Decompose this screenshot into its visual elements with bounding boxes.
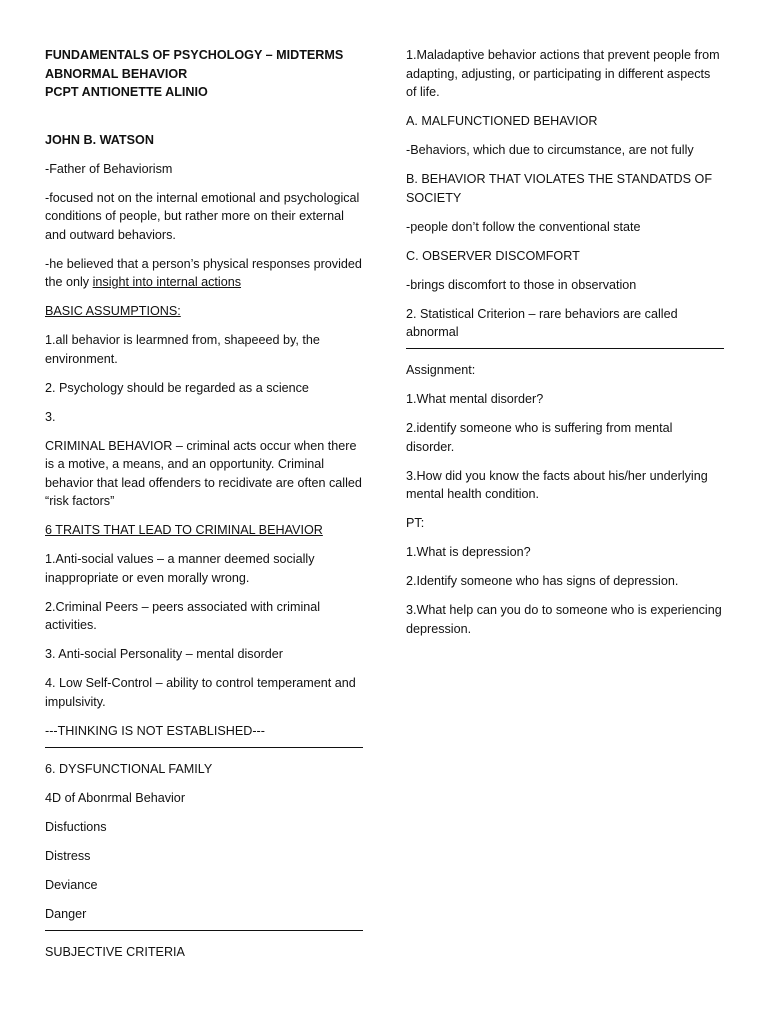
header-course-title: FUNDAMENTALS OF PSYCHOLOGY – MIDTERMS: [45, 48, 344, 62]
header-topic: ABNORMAL BEHAVIOR: [45, 66, 188, 81]
thinking-note: ---THINKING IS NOT ESTABLISHED---: [45, 723, 265, 738]
traits-heading: 6 TRAITS THAT LEAD TO CRIMINAL BEHAVIOR: [45, 523, 323, 537]
basic-assumption-2: 2. Psychology should be regarded as a science: [45, 380, 309, 395]
trait-2: 2.Criminal Peers – peers associated with criminal activities.: [45, 599, 321, 632]
basic-assumption-3: 3.: [45, 409, 56, 424]
basic-assumptions-heading: BASIC ASSUMPTIONS:: [45, 304, 181, 318]
pt-item: 2.Identify someone who has signs of depression.: [406, 574, 679, 588]
divider: [45, 930, 363, 931]
watson-focused: -focused not on the internal emotional and psychological conditions of people, but rather more on their external and outward behaviors.: [45, 190, 360, 242]
criterion-c-heading: C. OBSERVER DISCOMFORT: [406, 248, 580, 263]
assignment-item: 1.What mental disorder?: [406, 392, 544, 406]
left-column: [45, 46, 363, 972]
statistical-criterion: 2. Statistical Criterion – rare behaviors are called abnormal: [406, 306, 678, 339]
criterion-b-heading: B. BEHAVIOR THAT VIOLATES THE STANDATDS OF SOCIETY: [406, 172, 713, 205]
watson-believed-text: -he believed that a person’s physical responses provided the only: [45, 256, 362, 289]
header-instructor: PCPT ANTIONETTE ALINIO: [45, 85, 208, 99]
four-d-item: Danger: [45, 906, 87, 921]
pt-item: 1.What is depression?: [406, 545, 531, 559]
criterion-a-heading: A. MALFUNCTIONED BEHAVIOR: [406, 114, 598, 128]
assignment-item: 3.How did you know the facts about his/her underlying mental health condition.: [406, 468, 708, 501]
four-d-item: Disfuctions: [45, 819, 107, 834]
right-column: [406, 46, 724, 649]
trait-6: 6. DYSFUNCTIONAL FAMILY: [45, 761, 213, 776]
trait-1: 1.Anti-social values – a manner deemed socially inappropriate or even morally wrong.: [45, 552, 315, 585]
divider: [406, 348, 724, 349]
assignment-item: 2.identify someone who is suffering from mental disorder.: [406, 421, 673, 454]
watson-believed: [45, 255, 363, 292]
divider: [45, 747, 363, 748]
trait-4: 4. Low Self-Control – ability to control temperament and impulsivity.: [45, 676, 356, 709]
four-d-heading: 4D of Abonrmal Behavior: [45, 790, 186, 805]
watson-father: -Father of Behaviorism: [45, 161, 173, 176]
watson-believed-underlined: insight into internal actions: [92, 275, 242, 289]
criminal-behavior-paragraph: CRIMINAL BEHAVIOR – criminal acts occur when there is a motive, a means, and an opportunity. Criminal behavior that lead offenders to recidivate are often called “risk factors”: [45, 438, 362, 508]
pt-heading: PT:: [406, 516, 425, 530]
pt-item: 3.What help can you do to someone who is experiencing depression.: [406, 603, 722, 636]
maladaptive-paragraph: 1.Maladaptive behavior actions that prevent people from adapting, adjusting, or participating in different aspects of life.: [406, 48, 720, 99]
four-d-item: Distress: [45, 848, 91, 863]
trait-3: 3. Anti-social Personality – mental disorder: [45, 647, 283, 661]
assignment-heading: Assignment:: [406, 363, 476, 377]
four-d-item: Deviance: [45, 877, 98, 892]
watson-heading: JOHN B. WATSON: [45, 132, 154, 147]
criterion-c-text: -brings discomfort to those in observation: [406, 277, 637, 292]
criterion-a-text: -Behaviors, which due to circumstance, are not fully: [406, 143, 694, 157]
basic-assumption-1: 1.all behavior is learmned from, shapeeed by, the environment.: [45, 333, 320, 366]
subjective-criteria: SUBJECTIVE CRITERIA: [45, 944, 185, 959]
document-header: [45, 46, 363, 102]
criterion-b-text: -people don’t follow the conventional state: [406, 219, 641, 234]
